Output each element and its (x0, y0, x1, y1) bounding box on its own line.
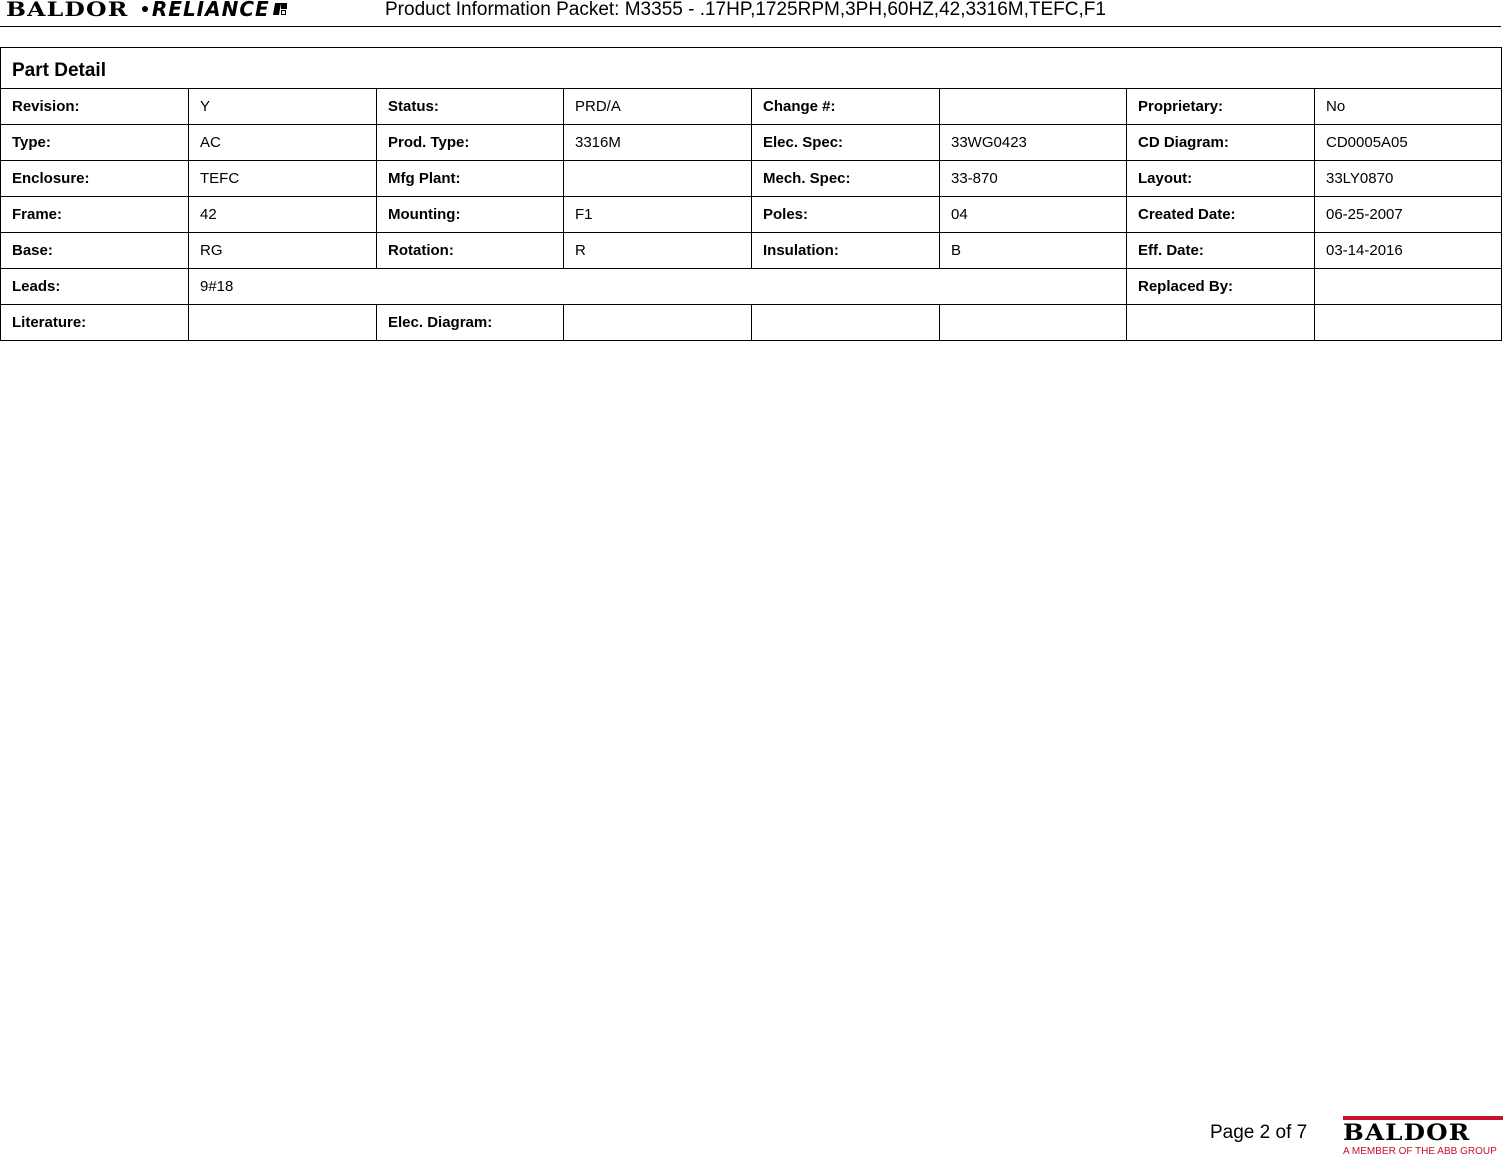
field-value (564, 161, 752, 197)
logo-reliance-word: RELIANCE (151, 0, 270, 21)
reliance-mark-icon (274, 2, 288, 16)
page-number: Page 2 of 7 (1210, 1122, 1308, 1143)
elec-diagram-label: Elec. Diagram: (377, 305, 564, 341)
field-label: Status: (377, 89, 564, 125)
field-value: 3316M (564, 125, 752, 161)
field-value: 33WG0423 (940, 125, 1127, 161)
field-label: Type: (1, 125, 189, 161)
field-label: Eff. Date: (1127, 233, 1315, 269)
field-label: Rotation: (377, 233, 564, 269)
field-label: Insulation: (752, 233, 940, 269)
field-label: Frame: (1, 197, 189, 233)
field-value (940, 89, 1127, 125)
field-value: Y (189, 89, 377, 125)
field-value: AC (189, 125, 377, 161)
baldor-reliance-logo (6, 0, 288, 21)
table-row (1, 233, 1502, 269)
empty-cell (1315, 305, 1502, 341)
replaced-by-label: Replaced By: (1127, 269, 1315, 305)
field-label: Change #: (752, 89, 940, 125)
field-label: Enclosure: (1, 161, 189, 197)
footer-brand: BALDOR (1343, 1120, 1471, 1146)
empty-cell (752, 305, 940, 341)
field-label: Created Date: (1127, 197, 1315, 233)
field-label: Prod. Type: (377, 125, 564, 161)
field-value: 04 (940, 197, 1127, 233)
table-row (1, 89, 1502, 125)
packet-title: Product Information Packet: M3355 - .17HP,1725RPM,3PH,60HZ,42,3316M,TEFC,F1 (385, 0, 1106, 20)
table-row (1, 197, 1502, 233)
empty-cell (1127, 305, 1315, 341)
table-row (1, 125, 1502, 161)
field-label: Proprietary: (1127, 89, 1315, 125)
field-label: Layout: (1127, 161, 1315, 197)
field-value: 33-870 (940, 161, 1127, 197)
table-row-literature (1, 305, 1502, 341)
field-label: CD Diagram: (1127, 125, 1315, 161)
replaced-by-value (1315, 269, 1502, 305)
literature-label: Literature: (1, 305, 189, 341)
page-header (0, 0, 1501, 27)
empty-cell (940, 305, 1127, 341)
leads-value: 9#18 (189, 269, 1127, 305)
field-label: Elec. Spec: (752, 125, 940, 161)
part-detail-title: Part Detail (1, 48, 1502, 89)
table-row (1, 161, 1502, 197)
footer-tagline: A MEMBER OF THE ABB GROUP (1343, 1146, 1497, 1157)
field-label: Poles: (752, 197, 940, 233)
logo-baldor-word: BALDOR (6, 0, 129, 21)
field-value: 03-14-2016 (1315, 233, 1502, 269)
table-row-leads (1, 269, 1502, 305)
field-value: 06-25-2007 (1315, 197, 1502, 233)
part-detail-table (0, 47, 1502, 341)
field-value: 33LY0870 (1315, 161, 1502, 197)
literature-value (189, 305, 377, 341)
field-value: F1 (564, 197, 752, 233)
field-value: R (564, 233, 752, 269)
field-label: Mfg Plant: (377, 161, 564, 197)
field-value: RG (189, 233, 377, 269)
leads-label: Leads: (1, 269, 189, 305)
field-value: B (940, 233, 1127, 269)
field-value: No (1315, 89, 1502, 125)
baldor-footer-logo (1342, 1116, 1504, 1158)
elec-diagram-value (564, 305, 752, 341)
table-title-row (1, 48, 1502, 89)
field-label: Revision: (1, 89, 189, 125)
field-value: TEFC (189, 161, 377, 197)
field-label: Base: (1, 233, 189, 269)
field-value: 42 (189, 197, 377, 233)
field-label: Mounting: (377, 197, 564, 233)
field-value: PRD/A (564, 89, 752, 125)
field-label: Mech. Spec: (752, 161, 940, 197)
logo-dot-icon (142, 6, 148, 12)
field-value: CD0005A05 (1315, 125, 1502, 161)
